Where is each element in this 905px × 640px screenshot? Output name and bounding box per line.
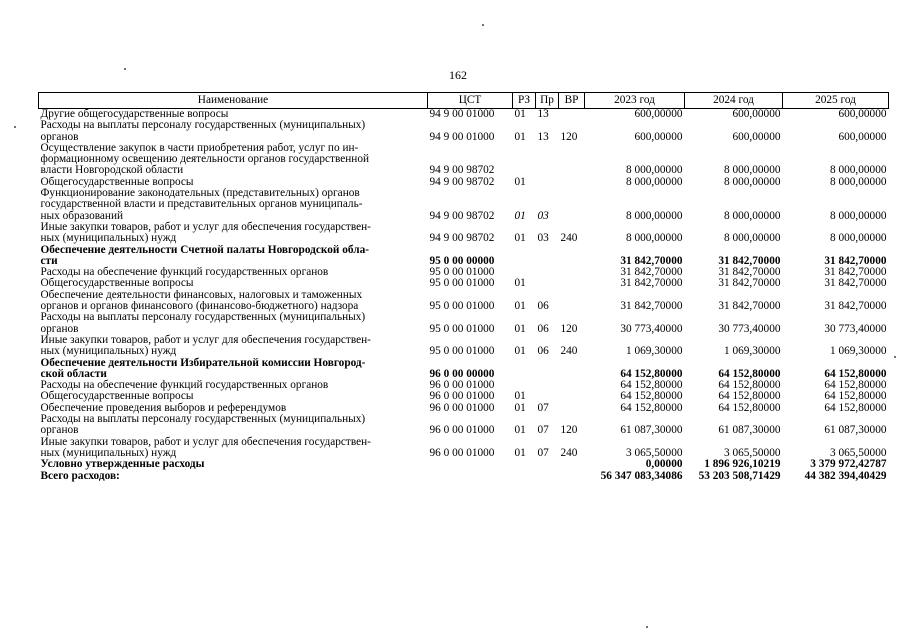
table-row [39, 188, 889, 222]
cell-rz [513, 245, 536, 268]
cell-y2023: 30 773,40000 [620, 322, 683, 335]
cell-y2024: 3 065,50000 [724, 446, 781, 459]
cell-y2023: 0,00000 [645, 458, 683, 471]
cell-vr: 120 [560, 130, 578, 143]
cell-pr: 07 [537, 424, 549, 437]
cell-y2024: 8 000,00000 [724, 175, 781, 188]
cell-cst: 94 9 00 98702 [429, 209, 495, 222]
cell-name-line: Общегосударственные вопросы [40, 175, 194, 188]
table-row [39, 459, 889, 470]
cell-y2024: 600,00000 [732, 130, 781, 143]
col-header-cst: ЦСТ [428, 93, 513, 109]
table-row [39, 245, 889, 268]
cell-y2023: 31 842,70000 [620, 300, 683, 313]
cell-y2024: 53 203 508,71429 [698, 469, 781, 482]
cell-y2024: 64 152,80000 [718, 401, 781, 414]
cell-name [39, 120, 428, 143]
cell-y2025: 1 069,30000 [830, 345, 887, 358]
scan-speck [482, 24, 484, 26]
table-row [39, 437, 889, 460]
cell-pr: 07 [537, 401, 549, 414]
cell-vr [559, 109, 585, 121]
cell-y2024: 31 842,70000 [718, 277, 781, 290]
cell-rz: 01 [514, 277, 526, 290]
cell-name [39, 222, 428, 245]
table-body [39, 109, 889, 482]
cell-rz: 01 [514, 232, 526, 245]
scan-speck [646, 626, 648, 628]
cell-name-line: государственной власти и представительных органов муниципаль- [40, 198, 363, 211]
cell-rz: 01 [514, 446, 526, 459]
cell-cst: 95 0 00 01000 [429, 266, 495, 279]
cell-name-line: Другие общегосударственные вопросы [40, 108, 229, 120]
cell-rz: 01 [514, 390, 526, 403]
table-row [39, 358, 889, 381]
cell-pr: 06 [537, 322, 549, 335]
cell-y2024: 31 842,70000 [718, 300, 781, 313]
cell-name [39, 290, 428, 313]
cell-rz [513, 471, 536, 482]
cell-rz: 01 [514, 209, 526, 222]
cell-name-line: формационному освещению деятельности органов государственной [40, 153, 370, 166]
cell-pr [536, 459, 559, 470]
cell-vr [559, 188, 585, 222]
cell-name [39, 459, 428, 470]
cell-cst [428, 471, 513, 482]
cell-y2025: 3 379 972,42787 [810, 458, 887, 471]
cell-name-line: Расходы на обеспечение функций государственных органов [40, 266, 329, 279]
cell-y2025: 8 000,00000 [830, 175, 887, 188]
cell-pr [536, 245, 559, 268]
cell-y2023: 64 152,80000 [620, 367, 683, 380]
cell-y2025: 64 152,80000 [824, 379, 887, 392]
table-row [39, 414, 889, 437]
cell-cst: 95 0 00 01000 [429, 277, 495, 290]
cell-pr [536, 267, 559, 278]
cell-rz [513, 459, 536, 470]
cell-name-line: Осуществление закупок в части приобретения работ, услуг по ин- [40, 141, 359, 154]
cell-pr: 03 [537, 209, 549, 222]
cell-vr: 120 [560, 322, 578, 335]
cell-y2025: 600,00000 [838, 108, 887, 120]
cell-name [39, 437, 428, 460]
cell-y2025: 31 842,70000 [824, 300, 887, 313]
cell-y2024: 8 000,00000 [724, 232, 781, 245]
cell-pr: 13 [537, 108, 549, 120]
cell-pr [536, 278, 559, 289]
cell-y2025: 44 382 394,40429 [804, 469, 887, 482]
cell-y2023: 1 069,30000 [626, 345, 683, 358]
cell-name-line: Расходы на выплаты персоналу государственных (муниципальных) [40, 413, 366, 426]
cell-y2023: 600,00000 [634, 108, 683, 120]
cell-rz: 01 [514, 130, 526, 143]
cell-name-line: Иные закупки товаров, работ и услуг для обеспечения государствен- [40, 435, 371, 448]
cell-name [39, 358, 428, 381]
cell-pr [536, 380, 559, 391]
cell-cst: 95 0 00 01000 [429, 345, 495, 358]
cell-name-line: ных образований [40, 209, 124, 222]
cell-y2025: 61 087,30000 [824, 424, 887, 437]
cell-y2025: 64 152,80000 [824, 367, 887, 380]
cell-cst: 94 9 00 98702 [429, 175, 495, 188]
cell-y2024: 31 842,70000 [718, 266, 781, 279]
table-header-row [39, 93, 889, 109]
table-row [39, 120, 889, 143]
cell-y2023: 61 087,30000 [620, 424, 683, 437]
col-header-vr: ВР [559, 93, 585, 109]
page-number: 162 [449, 68, 467, 82]
cell-cst: 96 0 00 01000 [429, 446, 495, 459]
cell-name [39, 335, 428, 358]
cell-vr [559, 267, 585, 278]
cell-name-line: органов и органов финансового (финансово-бюджетного) надзора [40, 300, 359, 313]
cell-vr [559, 403, 585, 414]
cell-y2025: 31 842,70000 [824, 277, 887, 290]
cell-name-line: ской области [40, 367, 107, 380]
table-row [39, 143, 889, 177]
cell-y2025: 8 000,00000 [830, 209, 887, 222]
cell-y2025: 30 773,40000 [824, 322, 887, 335]
cell-y2023: 8 000,00000 [626, 232, 683, 245]
cell-name [39, 471, 428, 482]
cell-y2023: 8 000,00000 [626, 175, 683, 188]
cell-rz: 01 [514, 300, 526, 313]
cell-name [39, 312, 428, 335]
cell-rz: 01 [514, 401, 526, 414]
cell-name [39, 245, 428, 268]
cell-name-line: органов [40, 424, 79, 437]
cell-name-line: ных (муниципальных) нужд [40, 345, 177, 358]
table-row [39, 312, 889, 335]
cell-pr: 06 [537, 345, 549, 358]
cell-vr: 240 [560, 446, 578, 459]
cell-cst: 94 9 00 98702 [429, 232, 495, 245]
cell-cst: 94 9 00 01000 [429, 130, 495, 143]
cell-pr [536, 143, 559, 177]
cell-y2024: 64 152,80000 [718, 367, 781, 380]
cell-cst: 96 0 00 01000 [429, 390, 495, 403]
cell-rz: 01 [514, 322, 526, 335]
cell-y2023: 31 842,70000 [620, 266, 683, 279]
cell-pr: 06 [537, 300, 549, 313]
cell-y2023: 31 842,70000 [620, 254, 683, 267]
cell-name-line: сти [40, 254, 58, 267]
col-header-2025: 2025 год [783, 93, 889, 109]
cell-y2024: 8 000,00000 [724, 164, 781, 177]
cell-name-line: Условно утвержденные расходы [40, 458, 205, 471]
cell-name-line: Обеспечение деятельности Избирательной комиссии Новгород- [40, 356, 366, 369]
cell-name-line: власти Новгородской области [40, 164, 184, 177]
cell-y2023: 8 000,00000 [626, 164, 683, 177]
cell-y2024: 64 152,80000 [718, 379, 781, 392]
cell-pr [536, 177, 559, 188]
cell-name-line: Расходы на обеспечение функций государственных органов [40, 379, 329, 392]
cell-cst: 94 9 00 01000 [429, 108, 495, 120]
cell-vr [559, 380, 585, 391]
cell-y2023: 64 152,80000 [620, 390, 683, 403]
cell-y2024: 31 842,70000 [718, 254, 781, 267]
scan-speck [124, 68, 126, 70]
cell-vr: 240 [560, 345, 578, 358]
cell-y2024: 1 896 926,10219 [704, 458, 781, 471]
cell-y2024: 8 000,00000 [724, 209, 781, 222]
col-header-pr: Пр [536, 93, 559, 109]
cell-name-line: Обеспечение деятельности Счетной палаты Новгородской обла- [40, 243, 369, 256]
cell-cst: 95 0 00 01000 [429, 322, 495, 335]
col-header-name: Наименование [39, 93, 428, 109]
cell-y2024: 64 152,80000 [718, 390, 781, 403]
cell-y2023: 600,00000 [634, 130, 683, 143]
cell-cst: 96 0 00 01000 [429, 424, 495, 437]
cell-vr [559, 459, 585, 470]
cell-y2025: 31 842,70000 [824, 254, 887, 267]
col-header-rz: РЗ [513, 93, 536, 109]
cell-name-line: органов [40, 130, 79, 143]
cell-vr [559, 391, 585, 402]
cell-name-line: Функционирование законодательных (представительных) органов [40, 187, 360, 200]
cell-y2023: 31 842,70000 [620, 277, 683, 290]
cell-y2025: 3 065,50000 [830, 446, 887, 459]
cell-y2024: 61 087,30000 [718, 424, 781, 437]
budget-table [38, 92, 889, 482]
cell-cst [428, 459, 513, 470]
cell-rz [513, 143, 536, 177]
cell-vr: 120 [560, 424, 578, 437]
cell-rz: 01 [514, 108, 526, 120]
cell-rz: 01 [514, 345, 526, 358]
cell-cst: 96 0 00 01000 [429, 401, 495, 414]
cell-name-line: Обеспечение проведения выборов и референдумов [40, 401, 287, 414]
cell-name-line: Иные закупки товаров, работ и услуг для обеспечения государствен- [40, 333, 371, 346]
cell-y2023: 64 152,80000 [620, 401, 683, 414]
cell-name-line: Расходы на выплаты персоналу государственных (муниципальных) [40, 311, 366, 324]
cell-vr [559, 290, 585, 313]
cell-name-line: ных (муниципальных) нужд [40, 232, 177, 245]
cell-name [39, 188, 428, 222]
cell-y2024: 600,00000 [732, 108, 781, 120]
cell-y2024: 1 069,30000 [724, 345, 781, 358]
cell-pr: 03 [537, 232, 549, 245]
cell-y2023: 56 347 083,34086 [600, 469, 683, 482]
cell-name-line: Общегосударственные вопросы [40, 390, 194, 403]
col-header-2024: 2024 год [685, 93, 783, 109]
table-row [39, 471, 889, 482]
cell-rz: 01 [514, 424, 526, 437]
cell-y2025: 64 152,80000 [824, 401, 887, 414]
cell-name-line: Иные закупки товаров, работ и услуг для обеспечения государствен- [40, 220, 371, 233]
cell-rz: 01 [514, 175, 526, 188]
cell-name [39, 414, 428, 437]
table-row [39, 290, 889, 313]
cell-cst: 95 0 00 01000 [429, 300, 495, 313]
cell-y2025: 8 000,00000 [830, 232, 887, 245]
cell-name-line: органов [40, 322, 79, 335]
cell-vr [559, 245, 585, 268]
cell-name [39, 143, 428, 177]
cell-vr [559, 471, 585, 482]
cell-name-line: Общегосударственные вопросы [40, 277, 194, 290]
cell-y2023: 64 152,80000 [620, 379, 683, 392]
cell-vr [559, 177, 585, 188]
col-header-2023: 2023 год [585, 93, 685, 109]
cell-rz [513, 358, 536, 381]
cell-y2023: 8 000,00000 [626, 209, 683, 222]
cell-y2025: 64 152,80000 [824, 390, 887, 403]
cell-y2025: 600,00000 [838, 130, 887, 143]
scan-speck [894, 356, 896, 358]
cell-pr [536, 471, 559, 482]
cell-vr: 240 [560, 232, 578, 245]
table-row [39, 222, 889, 245]
cell-name-line: ных (муниципальных) нужд [40, 446, 177, 459]
cell-cst: 96 0 00 00000 [429, 367, 495, 380]
cell-name-line: Расходы на выплаты персоналу государственных (муниципальных) [40, 119, 366, 132]
cell-name-line: Обеспечение деятельности финансовых, налоговых и таможенных [40, 288, 363, 301]
cell-cst: 96 0 00 01000 [429, 379, 495, 392]
cell-y2025: 31 842,70000 [824, 266, 887, 279]
cell-y2024: 30 773,40000 [718, 322, 781, 335]
cell-cst: 94 9 00 98702 [429, 164, 495, 177]
cell-y2025: 8 000,00000 [830, 164, 887, 177]
cell-vr [559, 358, 585, 381]
cell-pr: 13 [537, 130, 549, 143]
cell-pr: 07 [537, 446, 549, 459]
cell-cst: 95 0 00 00000 [429, 254, 495, 267]
cell-y2023: 3 065,50000 [626, 446, 683, 459]
table-row [39, 335, 889, 358]
cell-name-line: Всего расходов: [40, 469, 120, 482]
cell-vr [559, 278, 585, 289]
scan-speck [14, 126, 16, 128]
cell-pr [536, 358, 559, 381]
cell-vr [559, 143, 585, 177]
